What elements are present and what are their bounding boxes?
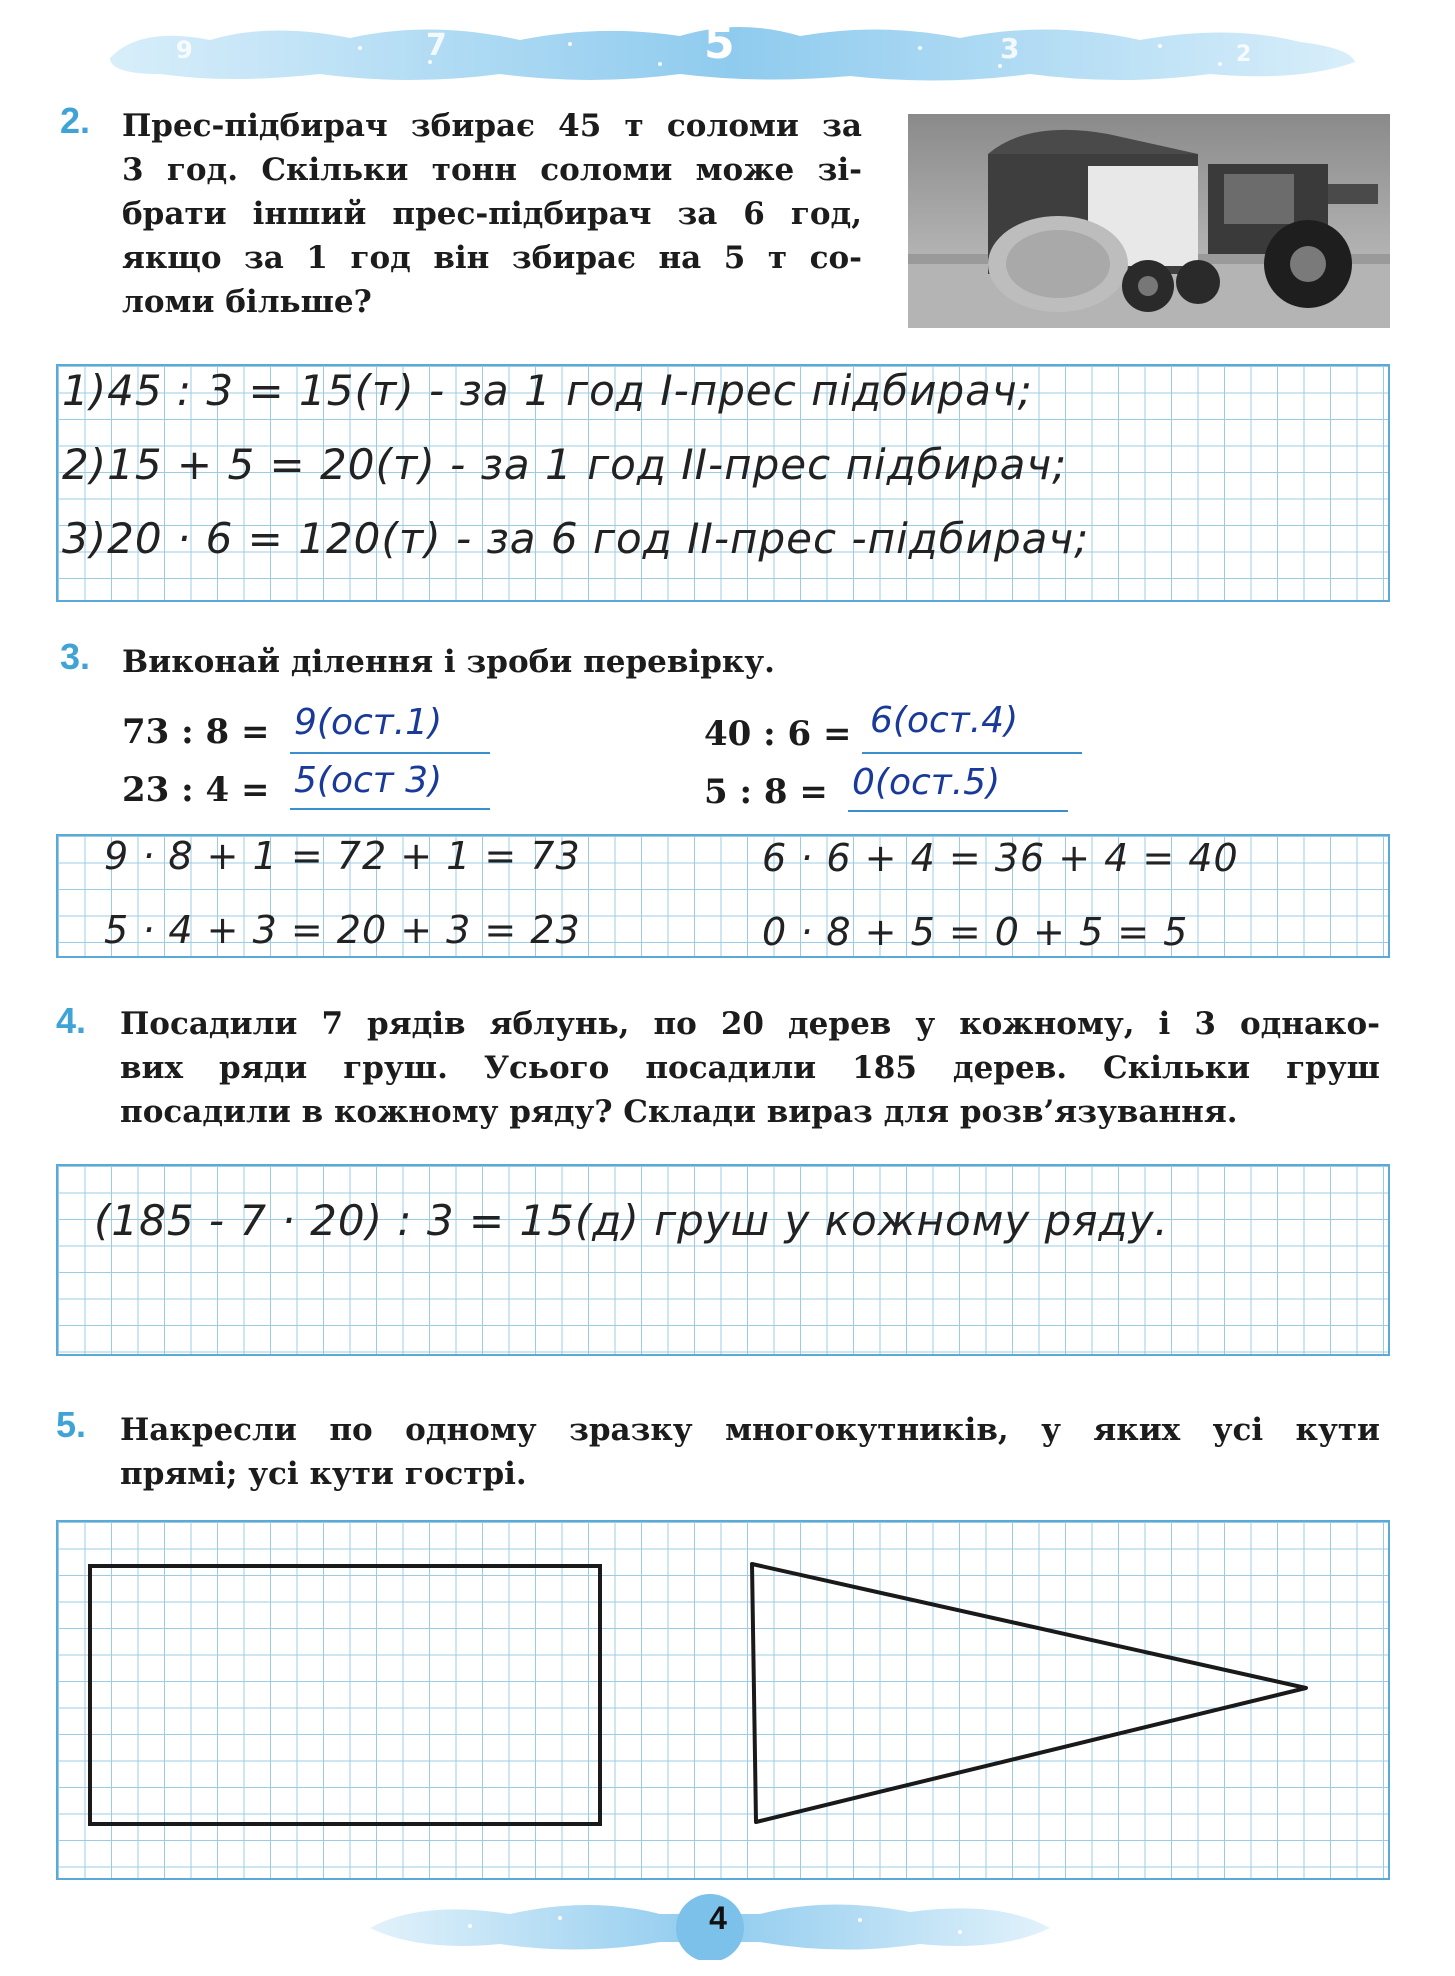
division-expression: 73 : 8 = xyxy=(122,712,270,752)
task-line: якщо за 1 год він збирає на 5 т со- xyxy=(122,240,862,276)
division-expression: 5 : 8 = xyxy=(704,772,828,812)
handwritten-check: 6 · 6 + 4 = 36 + 4 = 40 xyxy=(762,836,1239,880)
task-line: вих ряди груш. Усього посадили 185 дерев. Скільки груш xyxy=(120,1050,1380,1086)
handwritten-check: 9 · 8 + 1 = 72 + 1 = 73 xyxy=(104,834,581,878)
answer-line xyxy=(862,752,1082,754)
task-5-text xyxy=(120,1408,1380,1496)
page-number: 4 xyxy=(709,1900,727,1936)
header-decor-number: 2 xyxy=(1236,42,1252,67)
task-line: ломи більше? xyxy=(122,284,372,320)
task-2-text xyxy=(122,104,862,324)
division-answer: 0(ост.5) xyxy=(852,762,1001,803)
division-answer: 5(ост 3) xyxy=(294,760,443,801)
division-expression: 23 : 4 = xyxy=(122,770,270,810)
handwritten-check: 0 · 8 + 5 = 0 + 5 = 5 xyxy=(762,910,1189,954)
task-number: 4. xyxy=(56,1000,87,1041)
task-line: Накресли по одному зразку многокутників, у яких усі кути xyxy=(120,1412,1380,1448)
task-line: Прес-підбирач збирає 45 т соломи за xyxy=(122,108,862,144)
task-line: 3 год. Скільки тонн соломи може зі- xyxy=(122,152,862,188)
division-answer: 9(ост.1) xyxy=(294,702,443,743)
drawn-acute-triangle xyxy=(752,1564,1306,1822)
header-center-number: 5 xyxy=(704,18,735,69)
handwritten-solution-line: 2)15 + 5 = 20(т) - за 1 год ІІ-прес підбирач; xyxy=(62,440,1068,489)
task-line: посадили в кожному ряду? Склади вираз для розв’язування. xyxy=(120,1094,1238,1130)
task-number: 3. xyxy=(60,636,91,677)
drawn-rectangle xyxy=(90,1566,600,1824)
answer-line xyxy=(290,808,490,810)
task-number: 2. xyxy=(60,100,91,141)
handwritten-solution: (185 - 7 · 20) : 3 = 15(д) груш у кожному ряду. xyxy=(94,1196,1169,1245)
answer-line xyxy=(290,752,490,754)
handwritten-solution-line: 3)20 · 6 = 120(т) - за 6 год ІІ-прес -підбирач; xyxy=(62,514,1090,563)
task-line: брати інший прес-підбирач за 6 год, xyxy=(122,196,862,232)
handwritten-solution-line: 1)45 : 3 = 15(т) - за 1 год І-прес підбирач; xyxy=(62,366,1033,415)
division-answer: 6(ост.4) xyxy=(870,700,1019,741)
task-4-solution-grid xyxy=(56,1164,1390,1356)
task-number: 5. xyxy=(56,1404,87,1445)
handwritten-check: 5 · 4 + 3 = 20 + 3 = 23 xyxy=(104,908,581,952)
header-decor-number: 9 xyxy=(176,36,193,64)
drawn-polygons xyxy=(56,1520,1390,1880)
header-decor-number: 7 xyxy=(426,28,447,63)
task-4-text xyxy=(120,1002,1380,1134)
baler-tractor-photo xyxy=(908,114,1390,328)
answer-line xyxy=(848,810,1068,812)
task-line: прямі; усі кути гострі. xyxy=(120,1456,527,1492)
division-expression: 40 : 6 = xyxy=(704,714,852,754)
task-line: Посадили 7 рядів яблунь, по 20 дерев у кожному, і 3 однако- xyxy=(120,1006,1380,1042)
task-3-text: Виконай ділення і зроби перевірку. xyxy=(122,644,775,680)
header-decor-number: 3 xyxy=(1000,32,1020,65)
